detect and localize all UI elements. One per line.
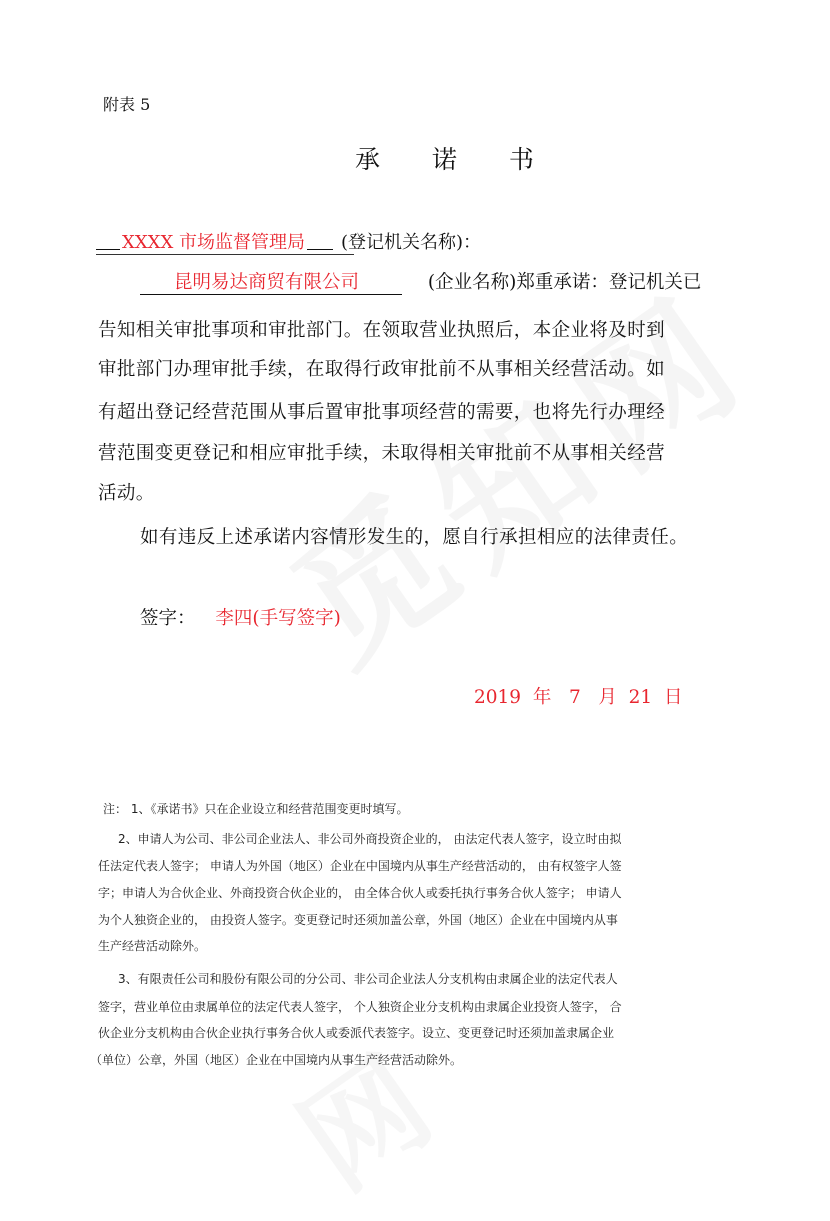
watermark xyxy=(244,233,786,702)
note-3: 3、有限责任公司和股份有限公司的分公司、非公司企业法人分支机构由隶属企业的法定代表人 xyxy=(118,972,618,986)
underline-blank xyxy=(307,233,333,250)
note-2-line-5: 生产经营活动除外。 xyxy=(98,939,207,953)
attachment-label: 附表 5 xyxy=(103,95,151,114)
body-line-3: 有超出登记经营范围从事后置审批事项经营的需要，也将先行办理经 xyxy=(98,402,666,423)
body-line-1: 告知相关审批事项和审批部门。在领取营业执照后，本企业将及时到 xyxy=(98,320,666,341)
authority-line xyxy=(96,228,481,254)
note-3-line-2: 签字，营业单位由隶属单位的法定代表人签字， 个人独资企业分支机构由隶属企业投资人签字， 合 xyxy=(98,1000,622,1014)
note-2-line-4: 为个人独资企业的， 由投资人签字。变更登记时还须加盖公章，外国（地区）企业在中国境内从事 xyxy=(98,913,618,927)
signature-value: 李四(手写签字) xyxy=(215,608,341,629)
body-line-2: 审批部门办理审批手续，在取得行政审批前不从事相关经营活动。如 xyxy=(98,359,666,380)
signature-line xyxy=(140,604,341,630)
liability-paragraph: 如有违反上述承诺内容情形发生的，愿自行承担相应的法律责任。 xyxy=(140,527,689,548)
page-title: 承 诺 书 xyxy=(355,145,556,174)
promise-intro: (企业名称)郑重承诺：登记机关已 xyxy=(427,272,702,293)
note-1: 注： 1、《承诺书》只在企业设立和经营范围变更时填写。 xyxy=(103,802,409,816)
signing-date: 2019 年 7 月 21 日 xyxy=(474,687,683,708)
underline-blank xyxy=(96,233,120,250)
body-line-5: 活动。 xyxy=(98,483,155,504)
company-name: 昆明易达商贸有限公司 xyxy=(140,268,402,295)
note-2-line-3: 字；申请人为合伙企业、外商投资合伙企业的， 由全体合伙人或委托执行事务合伙人签字； 申请人 xyxy=(98,886,622,900)
watermark-bottom xyxy=(262,1011,459,1221)
note-2-line-2: 任法定代表人签字； 申请人为外国（地区）企业在中国境内从事生产经营活动的， 由有权签字人签 xyxy=(98,859,622,873)
authority-hint: (登记机关名称)： xyxy=(340,232,482,253)
note-3-line-4: （单位）公章，外国（地区）企业在中国境内从事生产经营活动除外。 xyxy=(90,1053,463,1067)
note-2: 2、申请人为公司、非公司企业法人、非公司外商投资企业的， 由法定代表人签字，设立时由拟 xyxy=(118,832,622,846)
body-line-4: 营范围变更登记和相应审批手续，未取得相关审批前不从事相关经营 xyxy=(98,443,666,464)
company-line xyxy=(140,268,701,295)
signature-label: 签字： xyxy=(140,608,196,629)
note-3-line-3: 伙企业分支机构由合伙企业执行事务合伙人或委派代表签字。设立、变更登记时还须加盖隶属企业 xyxy=(98,1026,615,1040)
authority-name: XXXX 市场监督管理局 xyxy=(122,232,305,253)
authority-underline xyxy=(96,254,354,255)
